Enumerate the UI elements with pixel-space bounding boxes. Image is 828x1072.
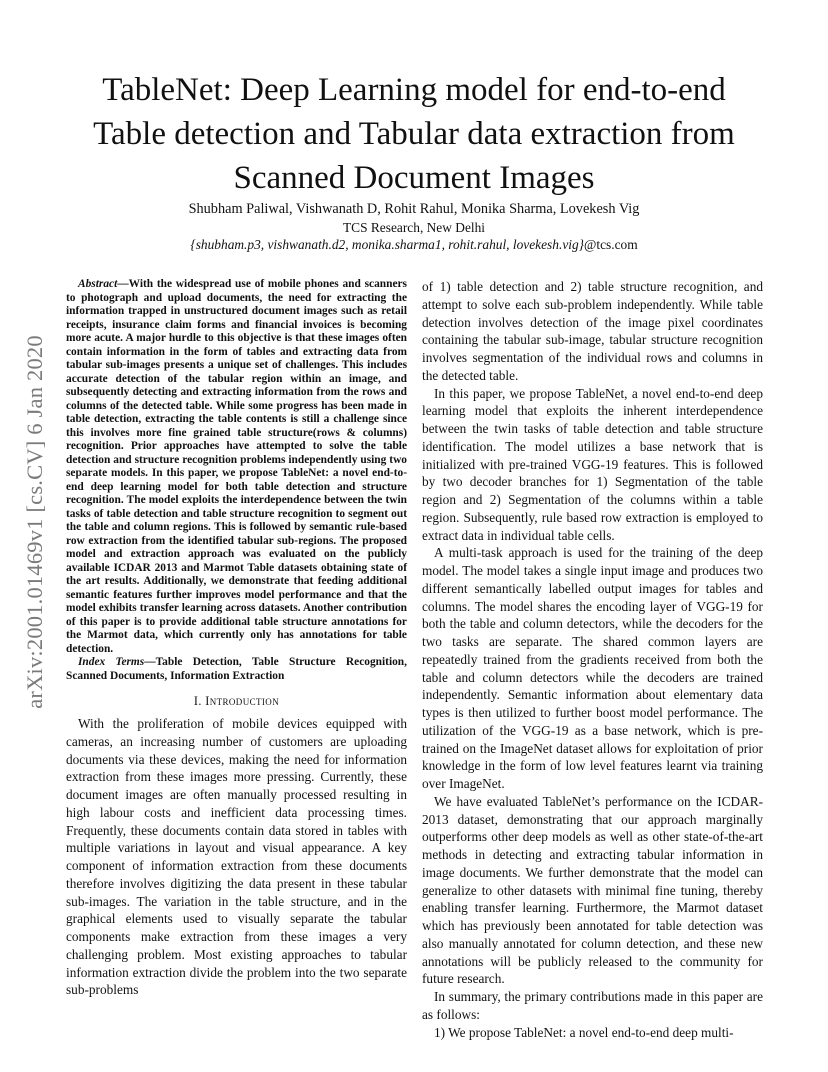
right-paragraph-0: of 1) table detection and 2) table structure recognition, and attempt to solve each sub-problem independently. While table detection involves detection of the image pixel coordinates containing the tabular sub-image, tabular structure recognition involves segmentation of the individual rows and columns in the detected table. [422,279,763,383]
right-column [422,278,763,1041]
left-column [66,278,407,999]
paper-title [70,68,758,200]
email-names: {shubham.p3, vishwanath.d2, monika.sharma1, rohit.rahul, lovekesh.vig} [190,237,585,252]
arxiv-stamp-text: arXiv:2001.01469v1 [cs.CV] 6 Jan 2020 [22,335,47,709]
section-number: I. [193,694,206,708]
arxiv-stamp [17,292,53,752]
author-emails [70,236,758,253]
right-paragraph-1: In this paper, we propose TableNet, a novel end-to-end deep learning model that exploits the inherent interdependence between the twin tasks of table detection and table structure identification. The model utilizes a base network that is initialized with pre-trained VGG-19 features. This is followed by two decoder branches for 1) Segmentation of the table region and 2) Segmentation of the columns within a table region. Subsequently, rule based row extraction is employed to extract data in individual table cells. [422,385,763,543]
abstract-text: —With the widespread use of mobile phones and scanners to photograph and upload documents, the need for extracting the information trapped in unstructured document images such as retail receipts, insurance claim forms and financial invoices is becoming more acute. A major hurdle to this objective is that these images often contain information in the form of tables and extracting data from tabular sub-images presents a unique set of challenges. This includes accurate detection of the tabular region within an image, and subsequently detecting and extracting information from the rows and columns of the detected table. While some progress has been made in table detection, extracting the table contents is still a challenge since this involves more fine grained table structure(rows & columns) recognition. Prior approaches have attempted to solve the table detection and structure recognition problems independently using two separate models. In this paper, we propose TableNet: a novel end-to-end deep learning model for both table detection and structure recognition. The model exploits the interdependence between the twin tasks of table detection and table structure recognition to segment out the table and column regions. This is followed by semantic rule-based row extraction from the identified tabular sub-regions. The proposed model and extraction approach was evaluated on the publicly available ICDAR 2013 and Marmot Table datasets obtaining state of the art results. Additionally, we demonstrate that feeding additional semantic features further improves model performance and that the model exhibits transfer learning across datasets. Another contribution of this paper is to provide additional table structure annotations for the Marmot data, which currently only has annotations for table detection. [66,278,407,655]
right-paragraph-4: In summary, the primary contributions made in this paper are as follows: [422,989,763,1022]
email-domain: @tcs.com [584,237,638,252]
abstract [66,278,407,656]
title-line-1: TableNet: Deep Learning model for end-to-end [102,72,726,108]
section-title: Introduction [205,694,280,708]
author-list: Shubham Paliwal, Vishwanath D, Rohit Rahul, Monika Sharma, Lovekesh Vig [188,201,640,217]
intro-paragraph-1: With the proliferation of mobile devices equipped with cameras, an increasing number of customers are uploading documents via these devices, making the need for information extraction from these images more pressing. Currently, these document images are often manually processed resulting in high labour costs and inefficient data processing times. Frequently, these documents contain data stored in tables with multiple variations in layout and visual appearance. A key component of information extraction from these documents therefore involves digitizing the data present in these tabular sub-images. The variation in the table structure, and in the graphical elements used to visually separate the tabular components make extraction from these images a very challenging problem. Most existing approaches to tabular information extraction divide the problem into the two separate sub-problems [66,716,407,998]
title-line-3: Scanned Document Images [233,160,595,196]
index-terms-text: —Table Detection, Table Structure Recognition, Scanned Documents, Information Extraction [66,656,407,682]
index-terms [66,656,407,683]
contribution-item-1: 1) We propose TableNet: a novel end-to-end deep multi- [434,1024,734,1040]
title-line-2: Table detection and Tabular data extraction from [93,116,735,152]
affiliation: TCS Research, New Delhi [342,220,486,235]
abstract-label: Abstract [78,278,118,290]
right-paragraph-3: We have evaluated TableNet’s performance on the ICDAR-2013 dataset, demonstrating that our approach marginally outperforms other deep models as well as other state-of-the-art methods in detecting and extracting tabular information in image documents. We further demonstrate that the model can generalize to other datasets with minimal fine tuning, thereby enabling transfer learning. Furthermore, the Marmot dataset which has previously been annotated for table detection was also manually annotated for column detection, and these new annotations will be publicly released to the community for future research. [422,793,763,987]
right-paragraph-2: A multi-task approach is used for the training of the deep model. The model takes a single input image and produces two different semantically labelled output images for tables and columns. The model shares the encoding layer of VGG-19 for both the table and column detectors, while the decoders for the two tasks are separate. The shared common layers are repeatedly trained from the gradients received from both the table and column detectors while the decoders are trained independently. Semantic information about elementary data types is then utilized to further boost model performance. The utilization of the VGG-19 as a base network, which is pre-trained on the ImageNet dataset allows for exploitation of prior knowledge in the form of low level features learnt via training over ImageNet. [422,545,763,791]
index-terms-label: Index Terms [78,656,145,668]
section-heading-introduction [66,693,407,709]
